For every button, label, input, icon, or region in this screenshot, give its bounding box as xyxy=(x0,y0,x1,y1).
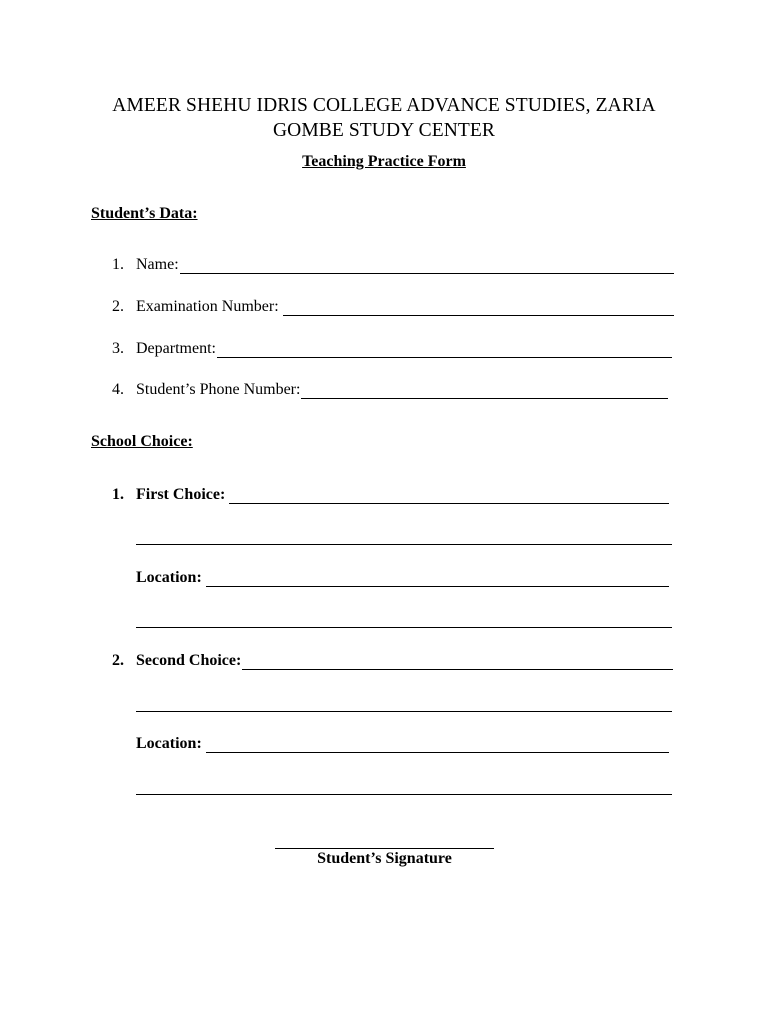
first-location-row xyxy=(136,569,669,591)
item-number: 2. xyxy=(112,298,124,315)
second-location-row xyxy=(136,735,669,757)
department-label: Department: xyxy=(136,340,216,357)
second-choice-field[interactable] xyxy=(242,654,673,670)
first-choice-field[interactable] xyxy=(229,488,669,504)
name-field[interactable] xyxy=(180,258,674,274)
exam-number-label: Examination Number: xyxy=(136,298,279,315)
second-location-field[interactable] xyxy=(206,737,669,753)
item-number: 2. xyxy=(112,652,124,669)
name-field-row xyxy=(112,256,674,278)
signature-label: Student’s Signature xyxy=(317,850,452,867)
item-number: 3. xyxy=(112,340,124,357)
exam-number-field-row xyxy=(112,298,674,320)
study-center-name: GOMBE STUDY CENTER xyxy=(272,120,496,141)
item-number: 1. xyxy=(112,486,124,503)
item-number: 4. xyxy=(112,381,124,398)
department-field-row xyxy=(112,340,672,362)
first-choice-label: First Choice: xyxy=(136,486,226,503)
phone-field[interactable] xyxy=(301,383,668,399)
college-name: AMEER SHEHU IDRIS COLLEGE ADVANCE STUDIES, ZARIA xyxy=(112,95,656,116)
second-choice-label: Second Choice: xyxy=(136,652,242,669)
item-number: 1. xyxy=(112,256,124,273)
department-field[interactable] xyxy=(217,342,672,358)
phone-label: Student’s Phone Number: xyxy=(136,381,301,398)
school-choice-heading: School Choice: xyxy=(91,433,193,450)
name-label: Name: xyxy=(136,256,179,273)
form-title: Teaching Practice Form xyxy=(302,153,466,170)
signature-line[interactable] xyxy=(275,847,494,849)
first-location-field[interactable] xyxy=(206,571,669,587)
first-choice-row xyxy=(112,486,669,508)
phone-field-row xyxy=(112,381,668,403)
first-choice-continuation-line[interactable] xyxy=(136,543,672,545)
second-choice-row xyxy=(112,652,673,674)
second-choice-continuation-line[interactable] xyxy=(136,710,672,712)
first-location-continuation-line[interactable] xyxy=(136,626,672,628)
first-location-label: Location: xyxy=(136,569,202,586)
exam-number-field[interactable] xyxy=(283,300,674,316)
students-data-heading: Student’s Data: xyxy=(91,205,198,222)
second-location-continuation-line[interactable] xyxy=(136,793,672,795)
second-location-label: Location: xyxy=(136,735,202,752)
